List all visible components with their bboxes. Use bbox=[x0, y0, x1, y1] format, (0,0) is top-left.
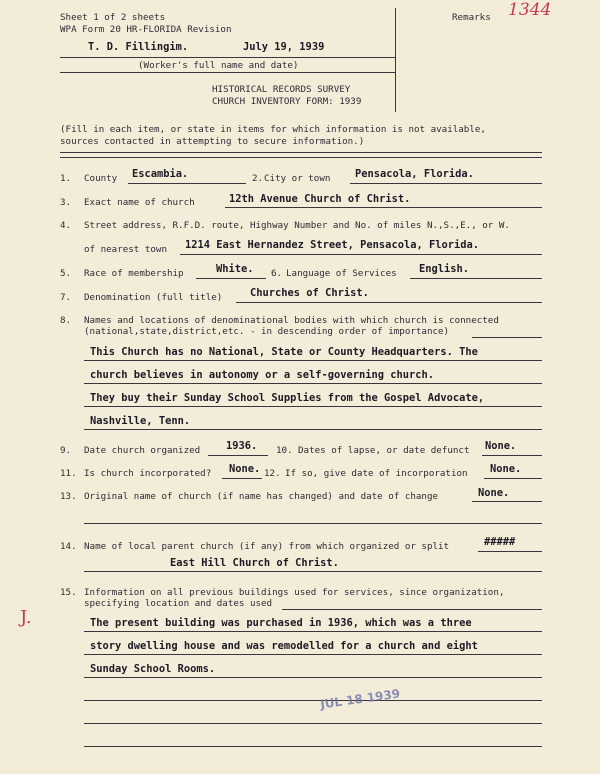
item-14-label: Name of local parent church (if any) from which organized or split bbox=[84, 541, 450, 552]
item-9-number: 9. bbox=[60, 445, 72, 456]
item-4-number: 4. bbox=[60, 220, 72, 231]
instructions-line-2: sources contacted in attempting to secure information.) bbox=[60, 136, 365, 147]
item-10-label: Dates of lapse, or date defunct bbox=[298, 445, 470, 456]
item-13-number: 13. bbox=[60, 491, 77, 502]
item-6-number: 6. bbox=[271, 268, 283, 279]
incorporated-value: None. bbox=[229, 463, 261, 475]
sheet-count: Sheet 1 of 2 sheets bbox=[60, 12, 166, 23]
worker-caption: (Worker's full name and date) bbox=[138, 60, 299, 71]
item-6-label: Language of Services bbox=[286, 268, 397, 279]
remarks-label: Remarks bbox=[452, 12, 491, 23]
item-12-label: If so, give date of incorporation bbox=[285, 468, 468, 479]
original-name-value: None. bbox=[478, 487, 510, 499]
item-8-line-2: church believes in autonomy or a self-governing church. bbox=[90, 369, 435, 381]
item-3-number: 3. bbox=[60, 197, 72, 208]
handwritten-number: 1344 bbox=[508, 0, 552, 20]
language-value: English. bbox=[419, 263, 470, 275]
item-1-label: County bbox=[84, 173, 118, 184]
parent-church-value: East Hill Church of Christ. bbox=[170, 557, 339, 569]
item-2-number: 2. bbox=[252, 173, 264, 184]
item-9-label: Date church organized bbox=[84, 445, 201, 456]
item-7-label: Denomination (full title) bbox=[84, 292, 223, 303]
item-3-label: Exact name of church bbox=[84, 197, 195, 208]
item-15-label: Information on all previous buildings used for services, since organization, bbox=[84, 587, 505, 598]
denomination-value: Churches of Christ. bbox=[250, 287, 369, 299]
item-5-number: 5. bbox=[60, 268, 72, 279]
date-stamp: JUL 18 1939 bbox=[319, 686, 401, 712]
item-15-line-3: Sunday School Rooms. bbox=[90, 663, 216, 675]
incorporation-date-value: None. bbox=[490, 463, 522, 475]
item-8-line-1: This Church has no National, State or County Headquarters. The bbox=[90, 346, 478, 358]
remarks-divider bbox=[395, 8, 396, 112]
instructions-line-1: (Fill in each item, or state in items for which information is not available, bbox=[60, 124, 486, 135]
race-value: White. bbox=[216, 263, 254, 275]
item-15-line-2: story dwelling house and was remodelled for a church and eight bbox=[90, 640, 478, 652]
defunct-value: None. bbox=[485, 440, 517, 452]
item-5-label: Race of membership bbox=[84, 268, 184, 279]
worker-name: T. D. Fillingim. bbox=[88, 41, 189, 53]
item-2-label: City or town bbox=[264, 173, 331, 184]
item-15-label-2: specifying location and dates used bbox=[84, 598, 273, 609]
item-13-label: Original name of church (if name has changed) and date of change bbox=[84, 491, 439, 502]
church-name-value: 12th Avenue Church of Christ. bbox=[229, 193, 411, 205]
city-value: Pensacola, Florida. bbox=[355, 168, 474, 180]
item-8-line-3: They buy their Sunday School Supplies from the Gospel Advocate, bbox=[90, 392, 485, 404]
item-11-number: 11. bbox=[60, 468, 77, 479]
form-title: CHURCH INVENTORY FORM: 1939 bbox=[212, 96, 362, 107]
item-1-number: 1. bbox=[60, 173, 72, 184]
survey-title: HISTORICAL RECORDS SURVEY bbox=[212, 84, 351, 95]
street-address-value: 1214 East Hernandez Street, Pensacola, Florida. bbox=[185, 239, 480, 251]
item-7-number: 7. bbox=[60, 292, 72, 303]
item-11-label: Is church incorporated? bbox=[84, 468, 212, 479]
county-value: Escambia. bbox=[132, 168, 189, 180]
item-12-number: 12. bbox=[264, 468, 281, 479]
item-4-label: Street address, R.F.D. route, Highway Number and No. of miles N.,S.,E., or W. bbox=[84, 220, 510, 231]
form-name: WPA Form 20 HR-FLORIDA Revision bbox=[60, 24, 232, 35]
item-8-label: Names and locations of denominational bodies with which church is connected bbox=[84, 315, 499, 326]
item-8-label-2: (national,state,district,etc. - in descending order of importance) bbox=[84, 326, 450, 337]
parent-church-struck-value: ##### bbox=[484, 536, 516, 548]
margin-mark: J. bbox=[20, 607, 32, 628]
item-14-number: 14. bbox=[60, 541, 77, 552]
item-15-line-1: The present building was purchased in 1936, which was a three bbox=[90, 617, 472, 629]
item-4-label-2: of nearest town bbox=[84, 244, 167, 255]
item-15-number: 15. bbox=[60, 587, 77, 598]
item-10-number: 10. bbox=[276, 445, 293, 456]
worker-date: July 19, 1939 bbox=[243, 41, 325, 53]
organized-value: 1936. bbox=[226, 440, 258, 452]
item-8-line-4: Nashville, Tenn. bbox=[90, 415, 191, 427]
item-8-number: 8. bbox=[60, 315, 72, 326]
